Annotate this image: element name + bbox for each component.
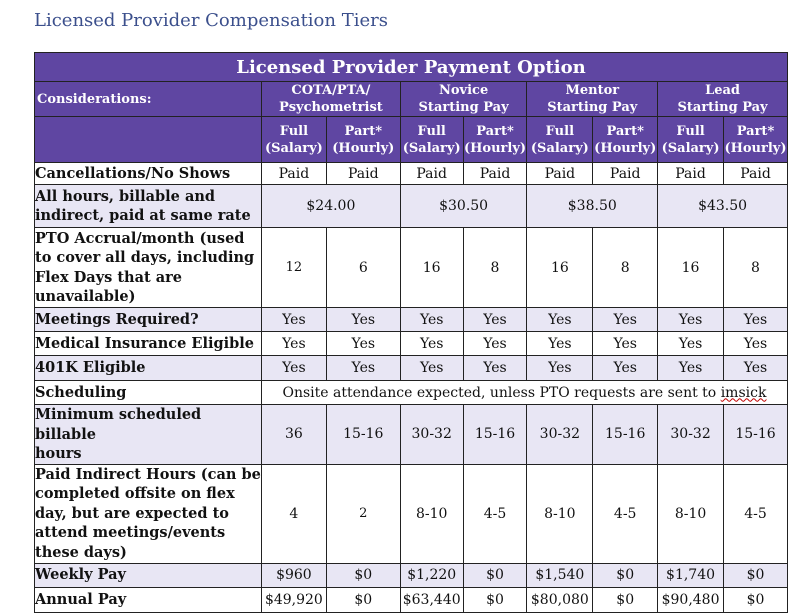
table-cell: $43.50 — [658, 185, 788, 228]
table-cell: Yes — [658, 308, 724, 332]
table-row-weekly — [35, 563, 788, 587]
table-cell: 8-10 — [527, 464, 593, 563]
table-cell: Yes — [400, 356, 463, 381]
page-title: Licensed Provider Compensation Tiers — [34, 10, 388, 31]
row-label: Medical Insurance Eligible — [35, 332, 262, 356]
table-cell: 8 — [593, 228, 658, 308]
table-row-meetings — [35, 308, 788, 332]
table-cell: $0 — [593, 563, 658, 587]
table-cell: Yes — [593, 308, 658, 332]
row-label: PTO Accrual/month (used to cover all days, including Flex Days that are unavailable) — [35, 228, 262, 308]
tier-title: COTA/PTA/ — [291, 83, 371, 98]
table-cell: $1,540 — [527, 563, 593, 587]
table-row-pto — [35, 228, 788, 308]
table-cell: 4-5 — [723, 464, 787, 563]
table-cell: Yes — [463, 308, 527, 332]
table-row-annual — [35, 587, 788, 612]
table-row-min-billable — [35, 405, 788, 465]
table-cell: 16 — [400, 228, 463, 308]
table-cell: $0 — [463, 587, 527, 612]
table-row-401k — [35, 356, 788, 381]
table-cell: Paid — [261, 163, 326, 185]
tier-title: Mentor — [565, 83, 620, 98]
table-cell: Yes — [463, 332, 527, 356]
table-cell: $30.50 — [400, 185, 527, 228]
table-cell: Yes — [400, 308, 463, 332]
scheduling-text: Onsite attendance expected, unless PTO requests are sent to — [282, 384, 717, 401]
subheader-full: Full (Salary) — [400, 117, 463, 163]
tier-header-lead — [658, 82, 788, 117]
table-cell: Yes — [527, 356, 593, 381]
subheader-full: Full (Salary) — [261, 117, 326, 163]
table-cell: Yes — [658, 356, 724, 381]
table-cell: 30-32 — [527, 405, 593, 465]
table-cell: 8 — [463, 228, 527, 308]
tier-subtitle: Starting Pay — [547, 100, 638, 115]
tier-header-novice — [400, 82, 527, 117]
subheader-part: Part* (Hourly) — [463, 117, 527, 163]
table-cell: $90,480 — [658, 587, 724, 612]
table-cell: 2 — [326, 464, 400, 563]
tier-subtitle: Starting Pay — [677, 100, 768, 115]
table-cell: Paid — [723, 163, 787, 185]
table-cell: $1,740 — [658, 563, 724, 587]
compensation-table — [34, 52, 788, 613]
table-cell: Yes — [723, 308, 787, 332]
table-cell: Yes — [593, 356, 658, 381]
table-cell: Yes — [261, 356, 326, 381]
table-cell: 16 — [658, 228, 724, 308]
row-label: Weekly Pay — [35, 563, 262, 587]
table-cell: 15-16 — [723, 405, 787, 465]
table-banner: Licensed Provider Payment Option — [35, 53, 788, 82]
considerations-header: Considerations: — [35, 82, 262, 117]
table-cell: 4-5 — [463, 464, 527, 563]
subheader-part: Part* (Hourly) — [326, 117, 400, 163]
table-cell: Paid — [400, 163, 463, 185]
table-cell: $0 — [326, 587, 400, 612]
subheader-blank — [35, 117, 262, 163]
table-cell: Yes — [723, 356, 787, 381]
table-cell: Paid — [527, 163, 593, 185]
table-cell: Yes — [593, 332, 658, 356]
table-cell: Yes — [658, 332, 724, 356]
table-cell: 36 — [261, 405, 326, 465]
spellcheck-word: imsick — [720, 384, 767, 401]
table-cell: $0 — [326, 563, 400, 587]
table-cell: Yes — [326, 308, 400, 332]
table-cell: $960 — [261, 563, 326, 587]
table-cell: 15-16 — [593, 405, 658, 465]
table-cell: $1,220 — [400, 563, 463, 587]
table-cell: Yes — [326, 332, 400, 356]
table-cell: Yes — [463, 356, 527, 381]
table-cell: 4-5 — [593, 464, 658, 563]
row-label: Annual Pay — [35, 587, 262, 612]
subheader-full: Full (Salary) — [527, 117, 593, 163]
tier-subtitle: Psychometrist — [278, 100, 383, 115]
table-cell: Yes — [527, 332, 593, 356]
row-label: 401K Eligible — [35, 356, 262, 381]
table-row-indirect — [35, 464, 788, 563]
table-cell: $80,080 — [527, 587, 593, 612]
tier-header-mentor — [527, 82, 658, 117]
table-row-all-hours — [35, 185, 788, 228]
table-cell: 8-10 — [400, 464, 463, 563]
row-label: All hours, billable and indirect, paid at same rate — [35, 185, 262, 228]
table-cell: 15-16 — [463, 405, 527, 465]
table-row-cancellations — [35, 163, 788, 185]
table-cell: 8-10 — [658, 464, 724, 563]
table-cell: $0 — [723, 587, 787, 612]
row-label: Meetings Required? — [35, 308, 262, 332]
table-cell: Yes — [261, 308, 326, 332]
table-cell: Paid — [593, 163, 658, 185]
table-cell: 30-32 — [658, 405, 724, 465]
table-cell: Paid — [463, 163, 527, 185]
table-cell: $0 — [593, 587, 658, 612]
table-cell: Yes — [400, 332, 463, 356]
table-row-scheduling — [35, 381, 788, 405]
scheduling-cell — [261, 381, 787, 405]
table-cell: 30-32 — [400, 405, 463, 465]
subheader-part: Part* (Hourly) — [723, 117, 787, 163]
tier-title: Lead — [705, 83, 741, 98]
table-cell: $63,440 — [400, 587, 463, 612]
table-cell: $49,920 — [261, 587, 326, 612]
tier-header-cota — [261, 82, 400, 117]
table-cell: Paid — [326, 163, 400, 185]
table-cell: 12 — [261, 228, 326, 308]
table-cell: 6 — [326, 228, 400, 308]
tier-title: Novice — [438, 83, 489, 98]
row-label: Minimum scheduled billable hours — [35, 405, 262, 465]
table-cell: 8 — [723, 228, 787, 308]
table-row-medical — [35, 332, 788, 356]
table-cell: Yes — [261, 332, 326, 356]
table-cell: $38.50 — [527, 185, 658, 228]
table-cell: 15-16 — [326, 405, 400, 465]
table-cell: Yes — [723, 332, 787, 356]
row-label: Scheduling — [35, 381, 262, 405]
subheader-part: Part* (Hourly) — [593, 117, 658, 163]
table-cell: Paid — [658, 163, 724, 185]
table-cell: Yes — [527, 308, 593, 332]
table-cell: Yes — [326, 356, 400, 381]
table-cell: 4 — [261, 464, 326, 563]
row-label: Paid Indirect Hours (can be completed offsite on flex day, but are expected to attend meetings/events these days) — [35, 464, 262, 563]
table-cell: $0 — [463, 563, 527, 587]
table-cell: $24.00 — [261, 185, 400, 228]
table-cell: $0 — [723, 563, 787, 587]
subheader-full: Full (Salary) — [658, 117, 724, 163]
tier-subtitle: Starting Pay — [418, 100, 509, 115]
table-cell: 16 — [527, 228, 593, 308]
row-label: Cancellations/No Shows — [35, 163, 262, 185]
